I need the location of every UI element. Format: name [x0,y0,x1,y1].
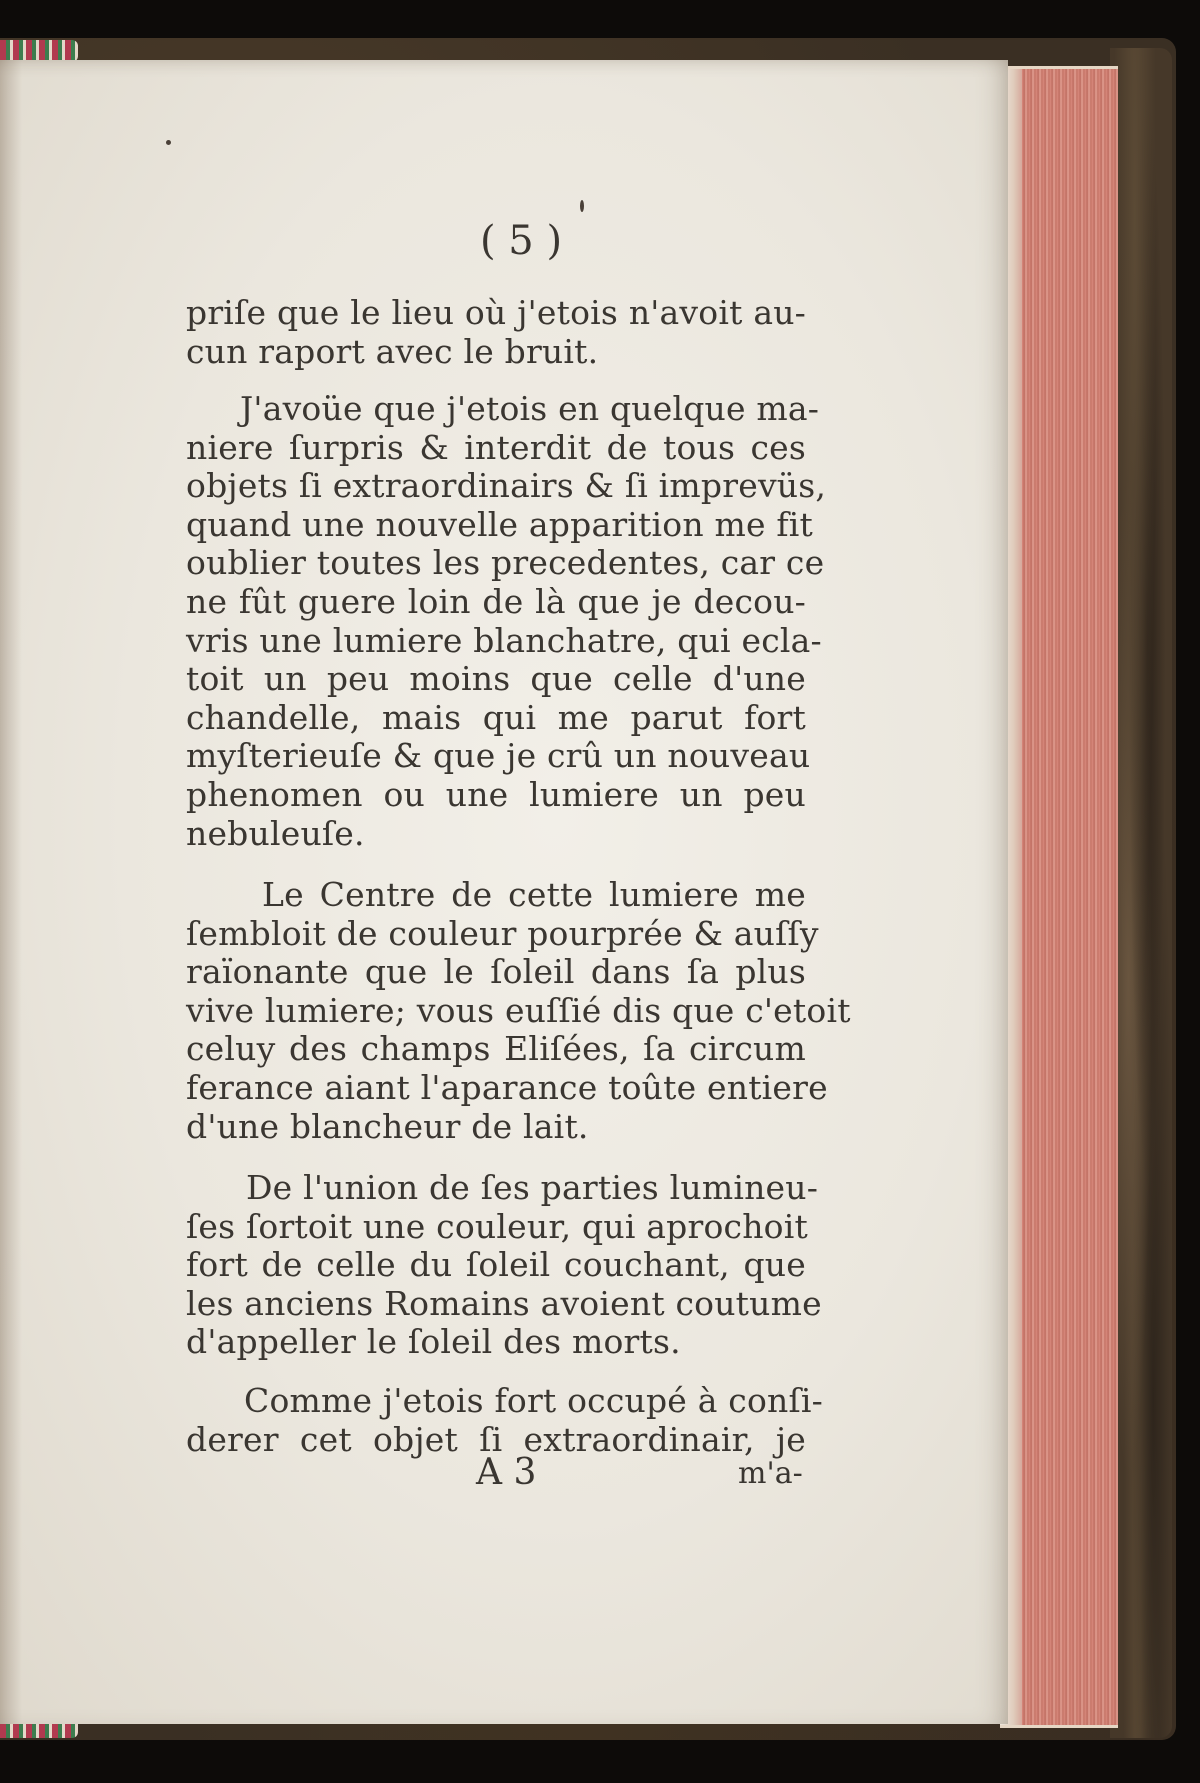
text-line: De l'union de ſes parties lumineu- [246,1168,819,1207]
text-line: myſterieuſe & que je crû un nouveau [186,736,811,776]
text-line: Le Centre de cette lumiere me [262,875,806,914]
text-line: toit un peu moins que celle d'une [186,659,806,699]
text-line: ferance aiant l'aparance toûte entiere [186,1067,828,1107]
paragraph-3 [186,875,851,1146]
ink-speck [166,140,171,145]
text-line: derer cet objet ſi extraordinair, je [186,1419,806,1459]
page-number: ( 5 ) [479,218,563,264]
headband-top [0,40,78,62]
text-line: d'une blancheur de lait. [186,1106,589,1146]
text-line: celuy des champs Eliſées, ſa circum [186,1029,806,1069]
text-line: phenomen ou une lumiere un peu [186,774,806,814]
paragraph-4 [186,1168,822,1362]
text-line: ſes ſortoit une couleur, qui aprochoit [186,1206,808,1246]
text-line: vive lumiere; vous euſſié dis que c'etoit [186,990,851,1030]
text-line: objets ſi extraordinairs & ſi imprevüs, [186,466,827,506]
text-line: nebuleuſe. [186,813,365,853]
text-line: les anciens Romains avoient coutume [186,1283,822,1323]
text-line: d'appeller le ſoleil des morts. [186,1322,681,1362]
text-line: fort de celle du ſoleil couchant, que [186,1245,806,1285]
paragraph-1 [186,294,806,371]
text-line: J'avoüe que j'etois en quelque ma- [240,389,820,428]
text-line: ne fût guere loin de là que je decou- [186,581,806,621]
text-line: quand une nouvelle apparition me fit [186,504,814,544]
page-fore-edges [1000,66,1118,1728]
text-line: vris une lumiere blanchatre, qui ecla- [186,620,822,660]
text-line: chandelle, mais qui me parut fort [186,697,806,737]
signature-mark: A 3 [476,1452,537,1493]
catchword: m'a- [738,1456,803,1491]
text-line: raïonante que le ſoleil dans ſa plus [186,952,806,992]
ink-speck [580,200,584,212]
text-line: cun raport avec le bruit. [186,331,599,371]
gutter-shadow [0,60,22,1724]
paragraph-5 [186,1381,823,1459]
text-line: Comme j'etois fort occupé à conſi- [244,1381,823,1420]
text-line: ſembloit de couleur pourprée & auſſy [186,913,819,953]
paragraph-2 [186,389,827,853]
text-line: niere ſurpris & interdit de tous ces [186,427,806,467]
cover-board-edge [1110,48,1172,1738]
text-line: oublier toutes les precedentes, car ce [186,543,825,583]
text-line: priſe que le lieu où j'etois n'avoit au- [186,293,806,332]
